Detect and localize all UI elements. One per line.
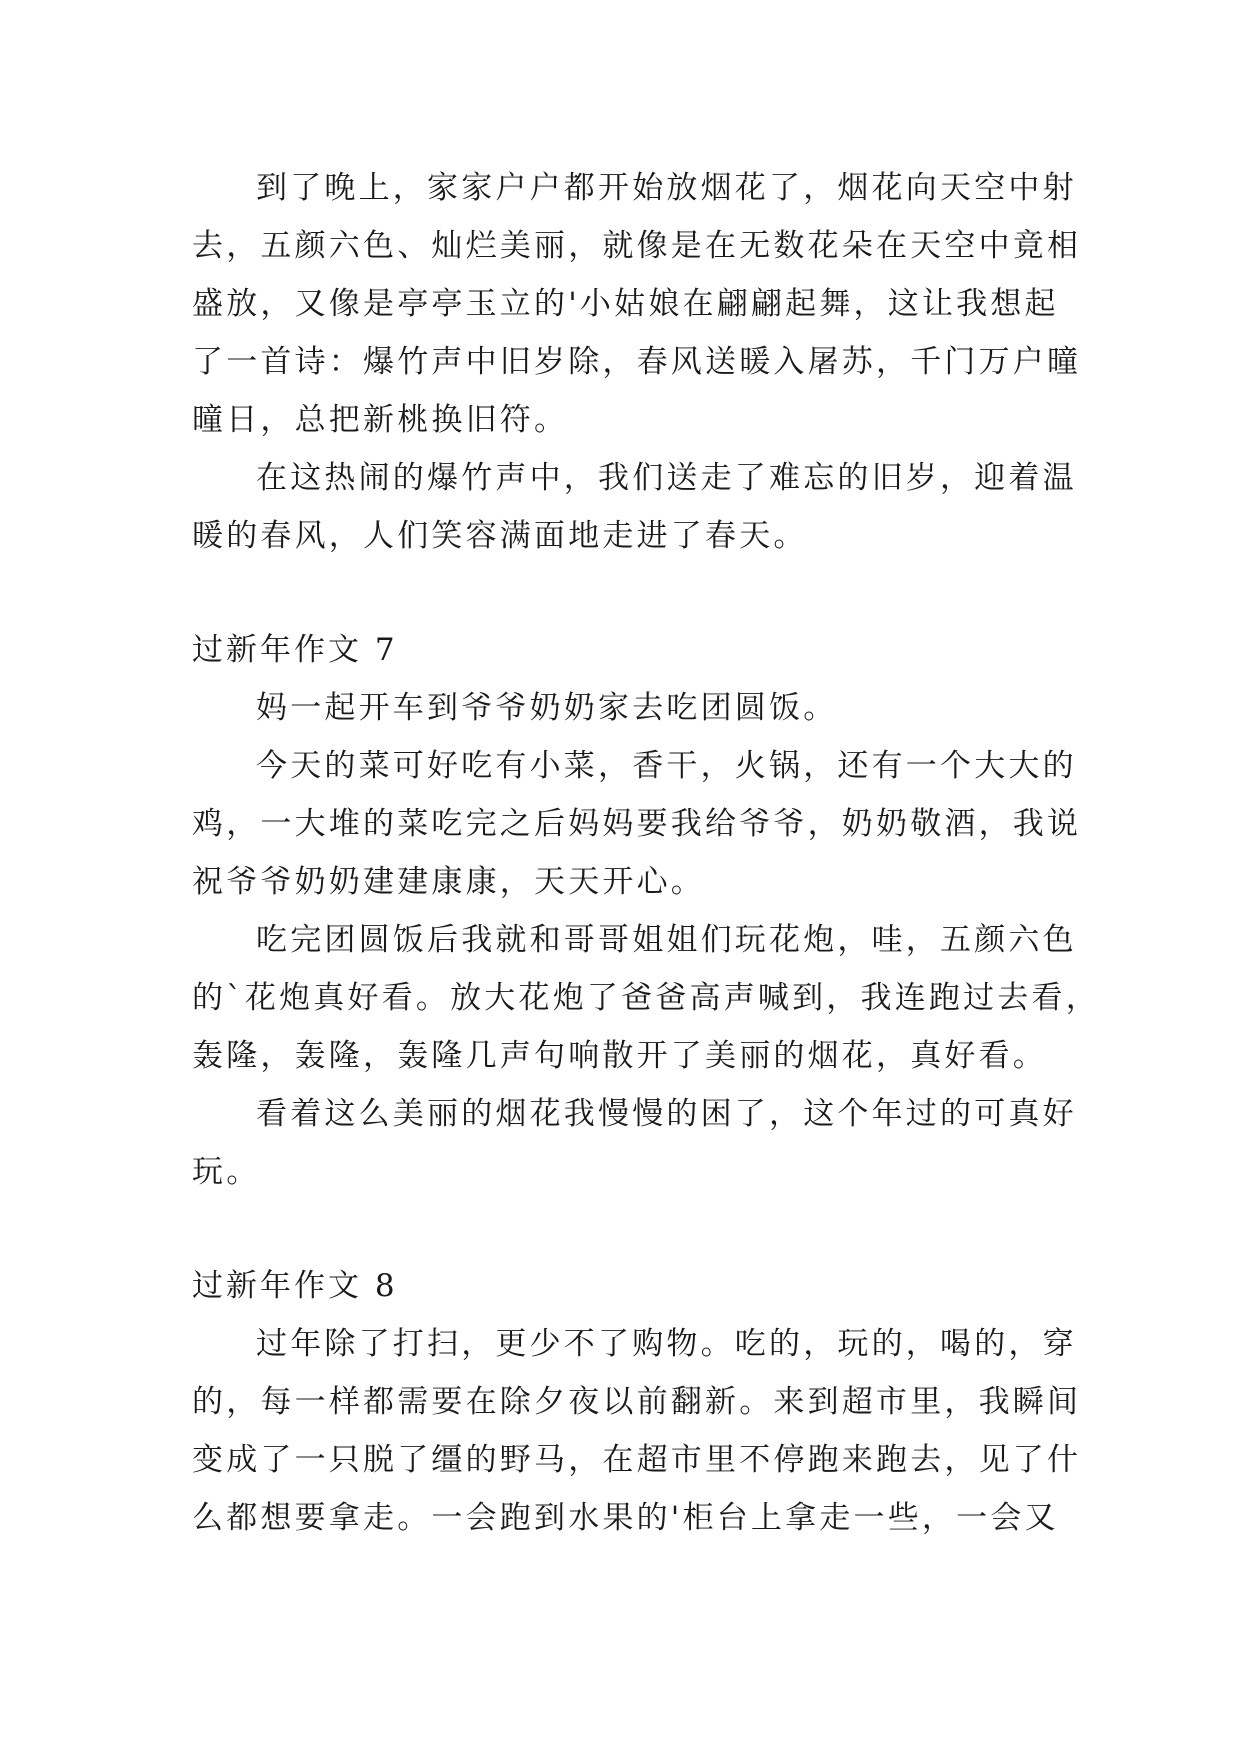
paragraph-line: 玩。 <box>192 1154 261 1190</box>
paragraph-line: 到了晚上，家家户户都开始放烟花了，烟花向天空中射 <box>256 170 1077 206</box>
section-heading: 过新年作文 7 <box>192 632 398 668</box>
paragraph-line: 的，每一样都需要在除夕夜以前翻新。来到超市里，我瞬间 <box>192 1384 1082 1420</box>
paragraph-line: 吃完团圆饭后我就和哥哥姐姐们玩花炮，哇，五颜六色 <box>256 922 1077 958</box>
paragraph-line: 看着这么美丽的烟花我慢慢的困了，这个年过的可真好 <box>256 1096 1077 1132</box>
paragraph-line: 在这热闹的爆竹声中，我们送走了难忘的旧岁，迎着温 <box>256 460 1077 496</box>
paragraph-line: 妈一起开车到爷爷奶奶家去吃团圆饭。 <box>256 690 838 726</box>
paragraph-line: 今天的菜可好吃有小菜，香干，火锅，还有一个大大的 <box>256 748 1077 784</box>
paragraph-line: 去，五颜六色、灿烂美丽，就像是在无数花朵在天空中竟相 <box>192 228 1082 264</box>
paragraph-line: 鸡，一大堆的菜吃完之后妈妈要我给爷爷，奶奶敬酒，我说 <box>192 806 1082 842</box>
paragraph-line: 变成了一只脱了缰的野马，在超市里不停跑来跑去，见了什 <box>192 1442 1082 1478</box>
paragraph-line: 轰隆，轰隆，轰隆几声句响散开了美丽的烟花，真好看。 <box>192 1038 1047 1074</box>
section-heading: 过新年作文 8 <box>192 1268 398 1304</box>
paragraph-line: 祝爷爷奶奶建建康康，天天开心。 <box>192 864 705 900</box>
paragraph-line: 了一首诗：爆竹声中旧岁除，春风送暖入屠苏，千门万户曈 <box>192 344 1082 380</box>
paragraph-line: 盛放，又像是亭亭玉立的'小姑娘在翩翩起舞，这让我想起 <box>192 286 1059 322</box>
paragraph-line: 过年除了打扫，更少不了购物。吃的，玩的，喝的，穿 <box>256 1326 1077 1362</box>
paragraph-line: 曈日，总把新桃换旧符。 <box>192 402 569 438</box>
paragraph-line: 的`花炮真好看。放大花炮了爸爸高声喊到，我连跑过去看， <box>192 980 1100 1016</box>
paragraph-line: 么都想要拿走。一会跑到水果的'柜台上拿走一些，一会又 <box>192 1500 1059 1536</box>
paragraph-line: 暖的春风，人们笑容满面地走进了春天。 <box>192 518 808 554</box>
